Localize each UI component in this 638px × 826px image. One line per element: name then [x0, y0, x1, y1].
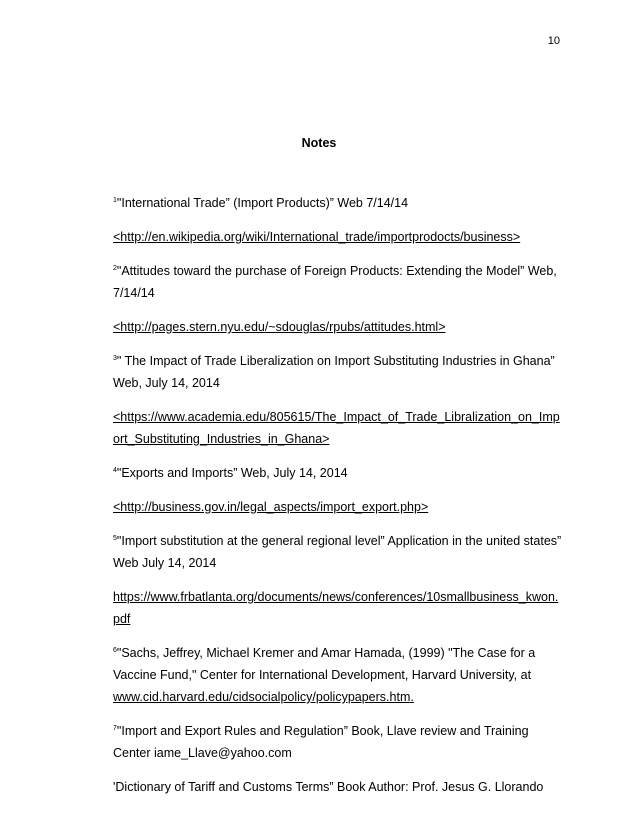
note-1-link[interactable] [113, 226, 565, 248]
note-6 [113, 642, 565, 708]
note-4-link[interactable] [113, 496, 565, 518]
note-7 [113, 720, 565, 764]
note-text: "International Trade” (Import Products)” Web 7/14/14 [116, 196, 409, 210]
notes-title: Notes [301, 136, 337, 150]
note-2-link[interactable] [113, 316, 565, 338]
note-link[interactable]: www.cid.harvard.edu/cidsocialpolicy/policypapers.htm. [113, 690, 414, 704]
note-link[interactable]: https://www.frbatlanta.org/documents/news/conferences/10smallbusiness_kwon. [113, 590, 559, 604]
note-text-continued: Vaccine Fund," Center for International Development, Harvard University, at [113, 668, 532, 682]
note-3-link[interactable] [113, 406, 565, 450]
note-8 [113, 776, 565, 798]
notes-list [113, 192, 565, 798]
note-5 [113, 530, 565, 574]
note-link[interactable]: <https://www.academia.edu/805615/The_Impact_of_Trade_Libralization_on_Imp [113, 410, 560, 424]
note-link[interactable]: <http://business.gov.in/legal_aspects/import_export.php> [113, 500, 429, 514]
note-number: 4 [113, 467, 117, 474]
note-number: 1 [113, 197, 117, 204]
note-1 [113, 192, 565, 214]
note-5-link[interactable] [113, 586, 565, 630]
note-text: "Import substitution at the general regional level” Application in the united states” [116, 534, 562, 548]
page-number: 10 [547, 35, 560, 47]
note-link[interactable]: <http://pages.stern.nyu.edu/~sdouglas/rpubs/attitudes.html> [113, 320, 446, 334]
note-link-continued[interactable]: pdf [113, 612, 131, 626]
note-text-continued: Web July 14, 2014 [113, 556, 217, 570]
note-link-continued[interactable]: ort_Substituting_Industries_in_Ghana> [113, 432, 330, 446]
note-text-continued: Web, July 14, 2014 [113, 376, 220, 390]
note-text: "Import and Export Rules and Regulation” Book, Llave review and Training [116, 724, 529, 738]
note-text: 'Dictionary of Tariff and Customs Terms” Book Author: Prof. Jesus G. Llorando [113, 780, 544, 794]
note-text: " The Impact of Trade Liberalization on Import Substituting Industries in Ghana” [116, 354, 555, 368]
note-number: 2 [113, 265, 117, 272]
note-text: "Sachs, Jeffrey, Michael Kremer and Amar Hamada, (1999) "The Case for a [116, 646, 536, 660]
note-text-continued: Center iame_Llave@yahoo.com [113, 746, 292, 760]
note-text: "Exports and Imports” Web, July 14, 2014 [116, 466, 348, 480]
note-link[interactable]: <http://en.wikipedia.org/wiki/International_trade/importprodocts/business> [113, 230, 521, 244]
note-4 [113, 462, 565, 484]
note-number: 3 [113, 355, 117, 362]
note-text: "Attitudes toward the purchase of Foreign Products: Extending the Model” Web, [116, 264, 557, 278]
note-3 [113, 350, 565, 394]
note-number: 6 [113, 647, 117, 654]
note-number: 7 [113, 725, 117, 732]
note-2 [113, 260, 565, 304]
note-number: 5 [113, 535, 117, 542]
note-text-continued: 7/14/14 [113, 286, 155, 300]
